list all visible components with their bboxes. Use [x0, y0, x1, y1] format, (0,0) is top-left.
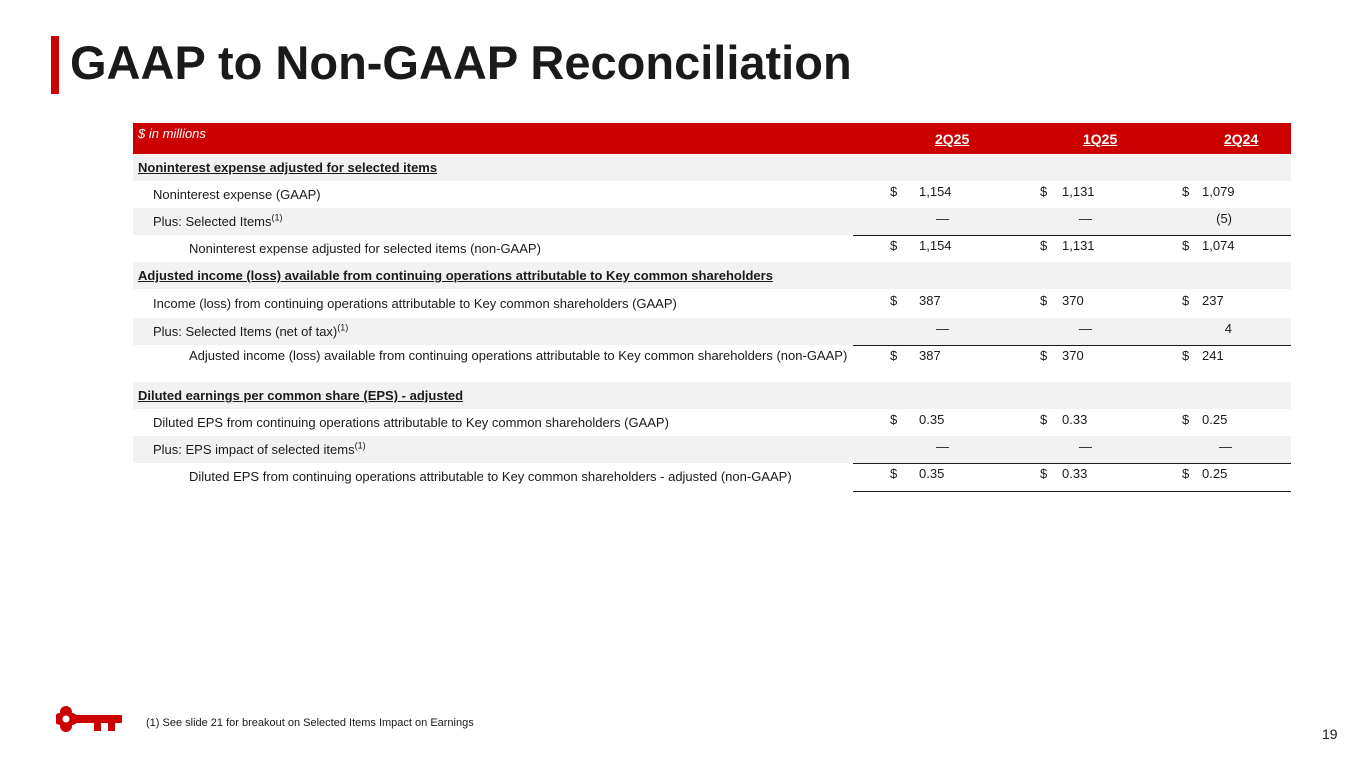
currency-symbol: $ — [1182, 348, 1190, 363]
row-label-text: Adjusted income (loss) available from continuing operations attributable to Key common shareholders (non-GAAP) — [189, 348, 848, 363]
row-label — [153, 187, 321, 203]
row-label — [153, 296, 677, 312]
total-rule — [994, 491, 1144, 492]
table-row — [133, 463, 1291, 491]
currency-symbol: $ — [1182, 466, 1190, 481]
table-row — [133, 436, 1291, 463]
title-accent-bar — [51, 36, 59, 94]
row-label-text: Plus: EPS impact of selected items — [153, 442, 355, 457]
cell-value: — — [936, 321, 949, 336]
cell-value: 0.35 — [919, 412, 945, 427]
cell-value: 1,079 — [1202, 184, 1235, 199]
currency-symbol: $ — [1182, 412, 1190, 427]
column-header-2q25: 2Q25 — [935, 131, 970, 147]
total-rule — [1135, 345, 1291, 346]
table-row — [133, 409, 1291, 436]
cell-value: 0.25 — [1202, 412, 1228, 427]
section-header-row — [133, 382, 1291, 409]
total-rule — [1135, 463, 1291, 464]
cell-value: 1,131 — [1062, 184, 1095, 199]
row-label-text: Noninterest expense (GAAP) — [153, 187, 321, 202]
section-header-row — [133, 262, 1291, 289]
section-heading: Noninterest expense adjusted for selected items — [138, 160, 438, 175]
total-rule — [994, 345, 1144, 346]
total-rule — [853, 235, 1003, 236]
currency-symbol: $ — [1040, 412, 1048, 427]
table-row — [133, 235, 1291, 262]
footnote: (1) See slide 21 for breakout on Selected Items Impact on Earnings — [146, 717, 474, 729]
total-rule — [853, 463, 1003, 464]
total-rule — [1135, 491, 1291, 492]
cell-value: 237 — [1202, 293, 1224, 308]
cell-value: 1,131 — [1062, 238, 1095, 253]
column-header-1q25: 1Q25 — [1083, 131, 1118, 147]
table-row — [133, 208, 1291, 235]
row-label-text: Plus: Selected Items — [153, 214, 272, 229]
page-number: 19 — [1322, 726, 1338, 742]
cell-value: — — [1219, 439, 1232, 454]
row-label — [189, 469, 792, 485]
cell-value: — — [936, 211, 949, 226]
currency-symbol: $ — [890, 348, 898, 363]
total-rule — [1135, 235, 1291, 236]
row-label-text: Diluted EPS from continuing operations attributable to Key common shareholders (GAAP) — [153, 415, 669, 430]
cell-value: 0.33 — [1062, 466, 1088, 481]
footnote-marker: (1) — [271, 212, 283, 223]
row-label — [153, 415, 669, 431]
currency-symbol: $ — [890, 466, 898, 481]
unit-label: $ in millions — [138, 126, 206, 141]
currency-symbol: $ — [1182, 293, 1190, 308]
currency-symbol: $ — [890, 293, 898, 308]
cell-value: 387 — [919, 293, 941, 308]
cell-value: — — [1079, 439, 1092, 454]
footnote-marker: (1) — [354, 440, 366, 451]
row-label — [189, 348, 849, 364]
row-label — [153, 214, 283, 230]
footnote-marker: (1) — [337, 322, 349, 333]
section-heading: Adjusted income (loss) available from continuing operations attributable to Key common shareholders — [138, 268, 773, 283]
table-row — [133, 318, 1291, 345]
key-logo-icon — [56, 704, 124, 734]
cell-value: 370 — [1062, 348, 1084, 363]
cell-value: 4 — [1224, 321, 1232, 336]
total-rule — [994, 235, 1144, 236]
row-label-text: Diluted EPS from continuing operations attributable to Key common shareholders - adjusted (non-GAAP) — [189, 469, 792, 484]
table-row — [133, 345, 1291, 382]
currency-symbol: $ — [1182, 184, 1190, 199]
cell-value: 1,154 — [919, 184, 952, 199]
cell-value: — — [1079, 211, 1092, 226]
currency-symbol: $ — [1040, 184, 1048, 199]
table-row — [133, 181, 1291, 208]
cell-value: 0.33 — [1062, 412, 1088, 427]
row-label — [153, 442, 366, 458]
cell-value: (5) — [1216, 211, 1232, 226]
page-title: GAAP to Non-GAAP Reconciliation — [70, 36, 852, 89]
total-rule — [853, 345, 1003, 346]
currency-symbol: $ — [1040, 466, 1048, 481]
currency-symbol: $ — [1040, 348, 1048, 363]
column-header-2q24: 2Q24 — [1224, 131, 1259, 147]
cell-value: 0.25 — [1202, 466, 1228, 481]
total-rule — [853, 491, 1003, 492]
currency-symbol: $ — [1182, 238, 1190, 253]
cell-value: 1,154 — [919, 238, 952, 253]
row-label-text: Income (loss) from continuing operations attributable to Key common shareholders (GAAP) — [153, 296, 677, 311]
cell-value: 241 — [1202, 348, 1224, 363]
currency-symbol: $ — [1040, 238, 1048, 253]
cell-value: 387 — [919, 348, 941, 363]
cell-value: 0.35 — [919, 466, 945, 481]
row-label — [153, 324, 348, 340]
currency-symbol: $ — [1040, 293, 1048, 308]
currency-symbol: $ — [890, 238, 898, 253]
row-label-text: Plus: Selected Items (net of tax) — [153, 324, 338, 339]
currency-symbol: $ — [890, 184, 898, 199]
table-row — [133, 290, 1291, 318]
cell-value: — — [936, 439, 949, 454]
total-rule — [994, 463, 1144, 464]
table-header-row — [133, 123, 1291, 154]
section-header-row — [133, 154, 1291, 181]
currency-symbol: $ — [890, 412, 898, 427]
row-label — [189, 241, 541, 257]
section-heading: Diluted earnings per common share (EPS) - adjusted — [138, 388, 464, 403]
cell-value: — — [1079, 321, 1092, 336]
cell-value: 370 — [1062, 293, 1084, 308]
cell-value: 1,074 — [1202, 238, 1235, 253]
row-label-text: Noninterest expense adjusted for selected items (non-GAAP) — [189, 241, 541, 256]
